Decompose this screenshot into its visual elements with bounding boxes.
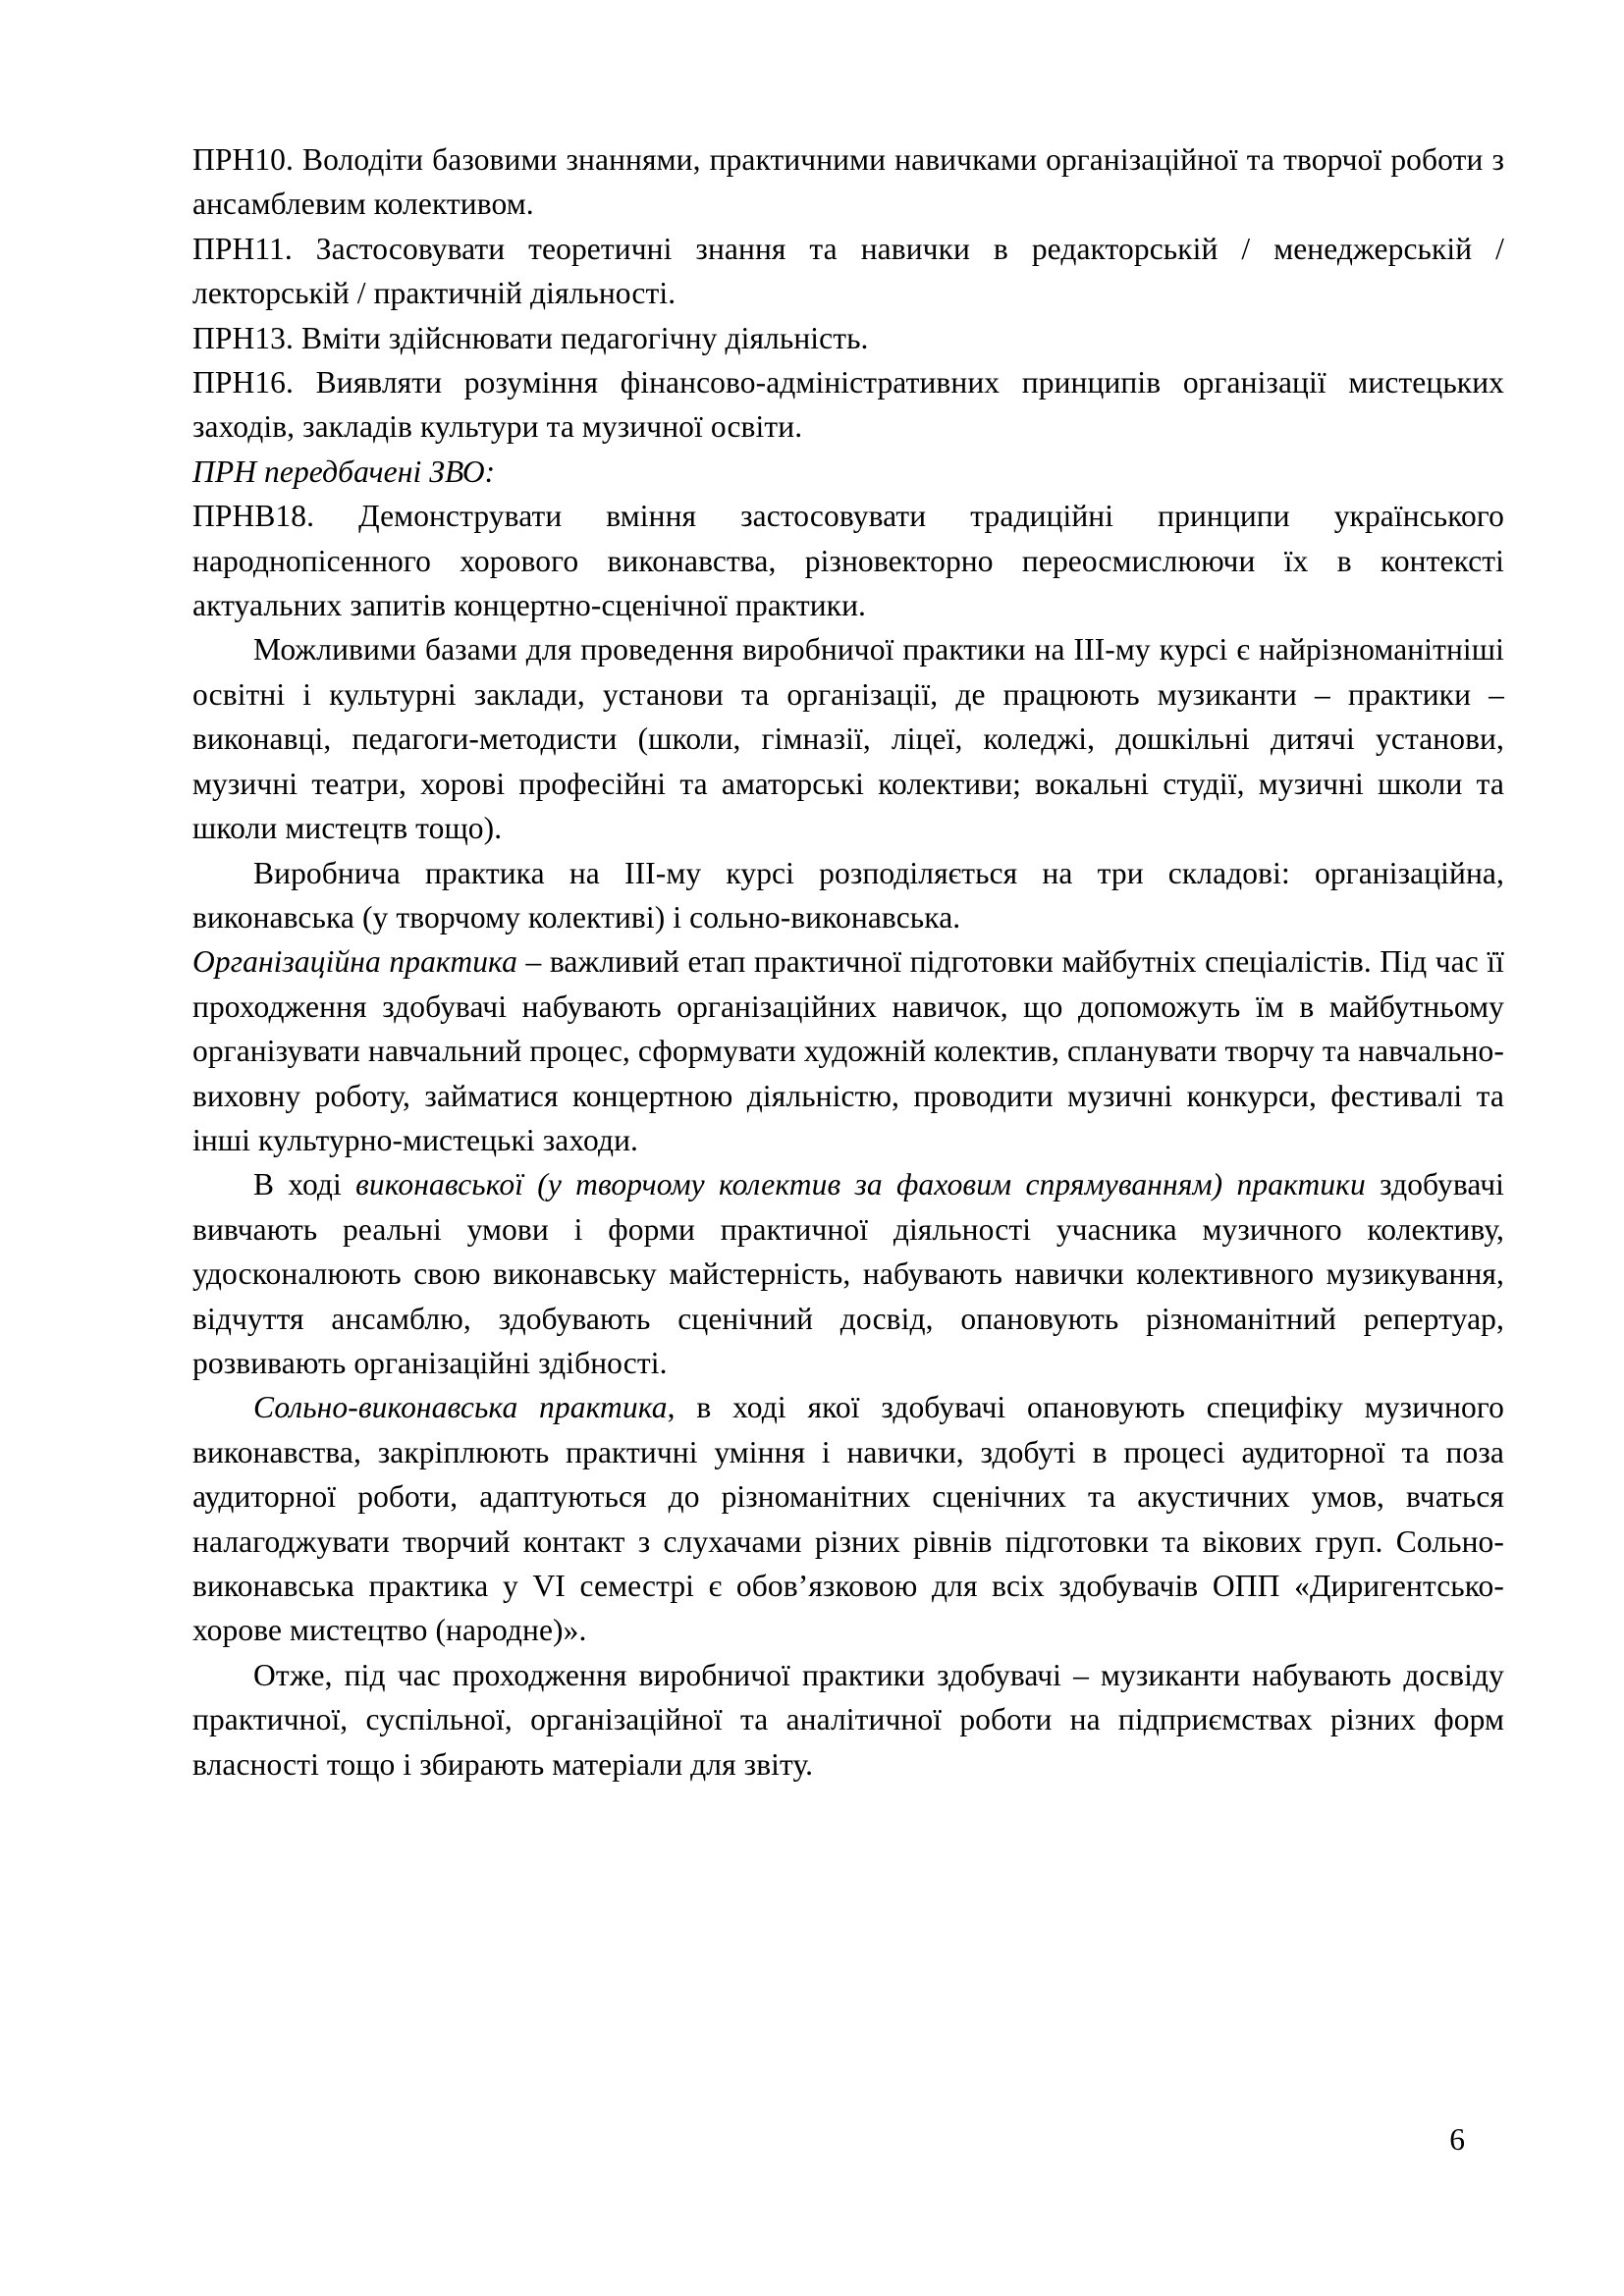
paragraph-prn16: [192, 360, 1504, 450]
emphasis-run: Організаційна практика: [192, 944, 517, 980]
paragraph-bases: [192, 627, 1504, 850]
emphasis-run: Сольно-виконавська практика: [253, 1390, 668, 1425]
paragraph-conclusion: [192, 1653, 1504, 1787]
emphasis-run: виконавської (у творчому колектив за фаховим спрямуванням) практики: [355, 1167, 1366, 1202]
paragraph-performance: [192, 1162, 1504, 1385]
paragraph-prn10: [192, 137, 1504, 227]
text-run: В ході: [253, 1167, 356, 1202]
text-run: здобувачі вивчають реальні умови і форми практичної діяльності учасника музичного колективу, удосконалюють свою виконавську майстерність, набувають навички колективного музикування, відчуття ансамблю, здобувають сценічний досвід, опановують різноманітний репертуар, розвивають організаційні здібності.: [192, 1167, 1504, 1380]
page-body-text: [192, 137, 1504, 1787]
emphasis-run: ПРН передбачені ЗВО:: [192, 454, 496, 489]
paragraph-distribution: [192, 851, 1504, 940]
text-run: Отже, під час проходження виробничої практики здобувачі – музиканти набувають досвіду практичної, суспільної, організаційної та аналітичної роботи на підприємствах різних форм власності тощо і збирають матеріали для звіту.: [192, 1657, 1504, 1782]
paragraph-prnv18: [192, 494, 1504, 627]
text-run: ПРН10. Володіти базовими знаннями, практичними навичками організаційної та творчої роботи з ансамблевим колективом.: [192, 142, 1504, 222]
text-run: , в ході якої здобувачі опановують специфіку музичного виконавства, закріплюють практичні уміння і навички, здобуті в процесі аудиторної та поза аудиторної роботи, адаптуються до різноманітних сценічних та акустичних умов, вчаться налагоджувати творчий контакт з слухачами різних рівнів підготовки та вікових груп. Сольно-виконавська практика у VI семестрі є обов’язковою для всіх здобувачів ОПП «Диригентсько-хорове мистецтво (народне)».: [192, 1390, 1504, 1648]
text-run: ПРН13. Вміти здійснювати педагогічну діяльність.: [192, 320, 869, 355]
text-run: ПРН16. Виявляти розуміння фінансово-адміністративних принципів організації мистецьких заходів, закладів культури та музичної освіти.: [192, 365, 1504, 445]
text-run: Можливими базами для проведення виробничої практики на ІІІ-му курсі є найрізноманітніші освітні і культурні заклади, установи та організації, де працюють музиканти – практики – виконавці, педагоги-методисти (школи, гімназії, ліцеї, коледжі, дошкільні дитячі установи, музичні театри, хорові професійні та аматорські колективи; вокальні студії, музичні школи та школи мистецтв тощо).: [192, 632, 1504, 846]
paragraph-solo: [192, 1385, 1504, 1652]
text-run: Виробнича практика на ІІІ-му курсі розподіляється на три складові: організаційна, виконавська (у творчому колективі) і сольно-виконавська.: [192, 855, 1504, 934]
paragraph-prn11: [192, 227, 1504, 316]
paragraph-prn-zvo-heading: [192, 450, 1504, 494]
paragraph-prn13: [192, 316, 1504, 360]
text-run: ПРН11. Застосовувати теоретичні знання та навички в редакторській / менеджерській / лекторській / практичній діяльності.: [192, 231, 1504, 311]
page-number: 6: [1449, 2122, 1465, 2157]
paragraph-organizational: [192, 939, 1504, 1162]
text-run: – важливий етап практичної підготовки майбутніх спеціалістів. Під час її проходження здобувачі набувають організаційних навичок, що допоможуть їм в майбутньому організувати навчальний процес, сформувати художній колектив, спланувати творчу та навчально-виховну роботу, займатися концертною діяльністю, проводити музичні конкурси, фестивалі та інші культурно-мистецькі заходи.: [192, 944, 1505, 1157]
text-run: ПРНВ18. Демонструвати вміння застосовувати традиційні принципи українського народнопісенного хорового виконавства, різновекторно переосмислюючи їх в контексті актуальних запитів концертно-сценічної практики.: [192, 499, 1504, 623]
